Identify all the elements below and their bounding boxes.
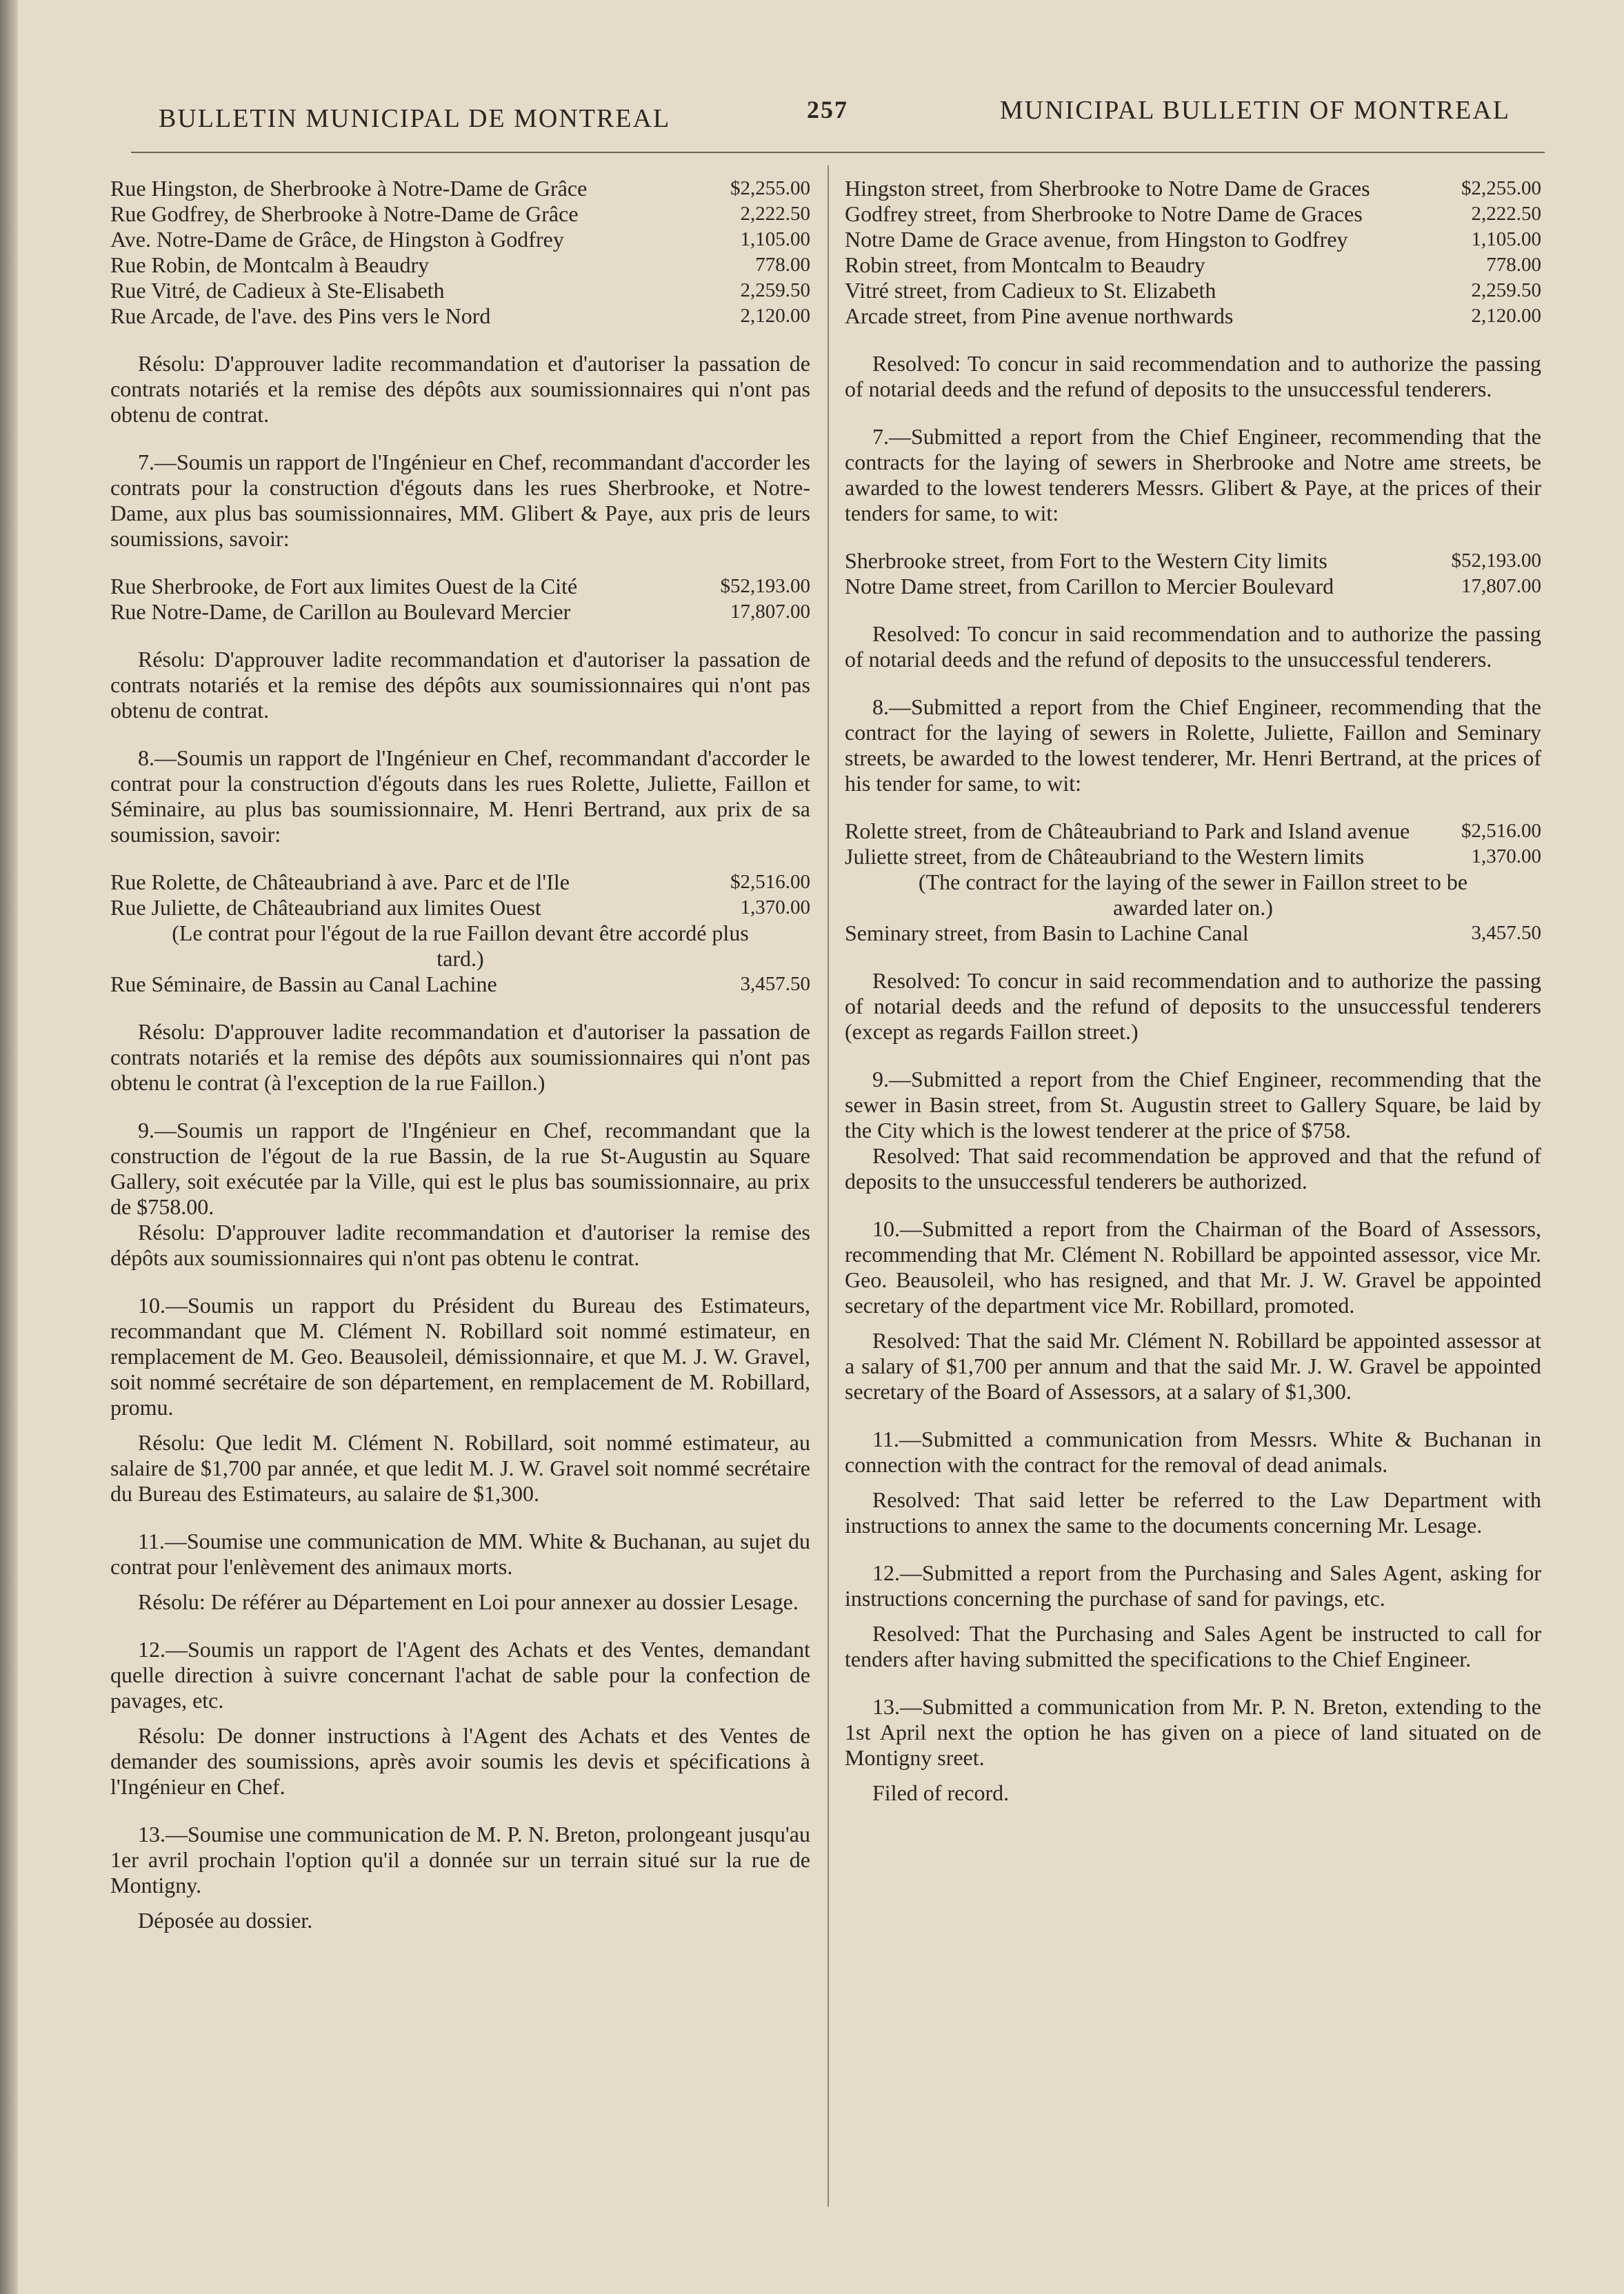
resolution-paragraph: Résolu: Que ledit M. Clément N. Robillard, soit nommé estimateur, au salaire de $1,700 par année, et que ledit M. J. W. Gravel soit nommé secrétaire du Bureau des Estimateurs, au salaire de $1,300. [110,1430,810,1506]
list-item [845,818,1541,844]
report-paragraph: 10.—Submitted a report from the Chairman of the Board of Assessors, recommending that Mr. Clément N. Robillard be appointed assessor, vice Mr. Geo. Beausoleil, who has resigned, and that Mr. J. W. Gravel be appointed secretary of the department vice Mr. Robillard, promoted. [845,1216,1541,1318]
list-item [845,548,1541,574]
report-paragraph: 13.—Submitted a communication from Mr. P. N. Breton, extending to the 1st April next the option he has given on a piece of land situated on de Montigny sreet. [845,1694,1541,1770]
list-item [110,972,810,997]
resolution-paragraph: Résolu: D'approuver ladite recommandation et d'autoriser la passation de contrats notariés et la remise des dépôts aux soumissionnaires qui n'ont pas obtenu de contrat. [110,647,810,723]
item-amount: 3,457.50 [1471,922,1541,944]
list-item [110,869,810,895]
resolution-paragraph: Resolved: To concur in said recommendation and to authorize the passing of notarial deeds and the refund of deposits to the unsuccessful tenderers (except as regards Faillon street.) [845,968,1541,1044]
list-item [845,252,1541,278]
item-text: Seminary street, from Basin to Lachine Canal [845,920,1249,945]
item-text: Rue Robin, de Montcalm à Beaudry [110,252,430,277]
resolution-paragraph: Resolved: That said letter be referred to the Law Department with instructions to annex the same to the documents concerning Mr. Lesage. [845,1487,1541,1538]
item-amount: 1,370.00 [740,896,810,918]
item-text: Juliette street, from de Châteaubriand to the Western limits [845,844,1365,869]
item-amount: 2,222.50 [1471,203,1541,225]
item-amount: 3,457.50 [740,973,810,995]
header-rule [131,152,1545,153]
header-left-title: BULLETIN MUNICIPAL DE MONTREAL [159,104,671,133]
resolution-paragraph: Resolved: That the said Mr. Clément N. Robillard be appointed assessor at a salary of $1,700 per annum and that the said Mr. J. W. Gravel be appointed secretary of the Board of Assessors, at a salary of $1,300. [845,1328,1541,1404]
item-amount: $52,193.00 [1451,550,1541,572]
item-text: Rue Sherbrooke, de Fort aux limites Ouest de la Cité [110,574,578,598]
report-paragraph: 12.—Submitted a report from the Purchasing and Sales Agent, asking for instructions concerning the purchase of sand for pavings, etc. [845,1560,1541,1611]
item-amount: 2,120.00 [740,305,810,327]
report-paragraph: 9.—Submitted a report from the Chief Engineer, recommending that the sewer in Basin street, from St. Augustin street to Gallery Square, be laid by the City which is the lowest tenderer at the price of $758. [845,1067,1541,1143]
resolution-paragraph: Resolved: That the Purchasing and Sales Agent be instructed to call for tenders after having submitted the specifications to the Chief Engineer. [845,1621,1541,1671]
resolution-paragraph: Résolu: De référer au Département en Loi pour annexer au dossier Lesage. [138,1589,799,1614]
header-right-title: MUNICIPAL BULLETIN OF MONTREAL [999,96,1510,125]
english-column [845,176,1541,1806]
item-text: Ave. Notre-Dame de Grâce, de Hingston à Godfrey [110,227,564,252]
resolution-paragraph: Résolu: D'approuver ladite recommandation et d'autoriser la remise des dépôts aux soumissionnaires qui n'ont pas obtenu le contrat. [110,1220,810,1270]
item-text: Rue Vitré, de Cadieux à Ste-Elisabeth [110,278,445,303]
resolution-paragraph: Déposée au dossier. [138,1908,313,1933]
report-paragraph: 8.—Soumis un rapport de l'Ingénieur en Chef, recommandant d'accorder le contrat pour la construction d'égouts dans les rues Rolette, Juliette, Faillon et Séminaire, au plus bas soumissionnaire, M. Henri Bertrand, aux prix de sa soumission, savoir: [110,745,810,847]
list-item [110,599,810,625]
item-text: Rue Séminaire, de Bassin au Canal Lachine [110,972,497,996]
report-paragraph: 7.—Submitted a report from the Chief Engineer, recommending that the contracts for the laying of sewers in Sherbrooke and Notre ame streets, be awarded to the lowest tenderers Messrs. Glibert & Paye, at the prices of their tenders for same, to wit: [845,424,1541,525]
item-amount: $2,516.00 [1461,820,1541,842]
item-text: Sherbrooke street, from Fort to the Western City limits [845,548,1327,573]
list-item [845,176,1541,201]
list-item [845,920,1541,946]
resolution-paragraph: Resolved: To concur in said recommendation and to authorize the passing of notarial deeds and the refund of deposits to the unsuccessful tenderers. [845,351,1541,401]
item-text: Rue Arcade, de l'ave. des Pins vers le Nord [110,303,491,328]
item-amount: 1,105.00 [740,228,810,250]
resolution-paragraph: Resolved: To concur in said recommendation and to authorize the passing of notarial deeds and the refund of deposits to the unsuccessful tenderers. [845,621,1541,672]
report-paragraph: 10.—Soumis un rapport du Président du Bureau des Estimateurs, recommandant que M. Clément N. Robillard soit nommé estimateur, en remplacement de M. Geo. Beausoleil, démissionnaire, et que M. J. W. Gravel, soit nommé secrétaire de son département, en remplacement de M. Robillard, promu. [110,1293,810,1420]
item-amount: 2,259.50 [740,279,810,301]
list-item [110,227,810,252]
item-text: Notre Dame street, from Carillon to Mercier Boulevard [845,574,1334,598]
page-header [159,88,1510,133]
resolution-paragraph: Résolu: D'approuver ladite recommandation et d'autoriser la passation de contrats notariés et la remise des dépôts aux soumissionnaires qui n'ont pas obtenu le contrat (à l'exception de la rue Faillon.) [110,1019,810,1095]
item-text: Rue Hingston, de Sherbrooke à Notre-Dame de Grâce [110,176,588,201]
report-paragraph: 13.—Soumise une communication de M. P. N. Breton, prolongeant jusqu'au 1er avril prochain l'option qu'il a donnée sur un terrain situé sur la rue de Montigny. [110,1822,810,1898]
item-amount: 2,222.50 [740,203,810,225]
item-amount: 778.00 [1486,254,1541,276]
item-amount: $2,255.00 [730,177,810,199]
item-amount: 1,370.00 [1471,845,1541,867]
french-column [110,176,810,1933]
list-item [110,252,810,278]
list-item [110,176,810,201]
resolution-paragraph: Résolu: De donner instructions à l'Agent des Achats et des Ventes de demander des soumissions, après avoir soumis les devis et spécifications à l'Ingénieur en Chef. [110,1723,810,1799]
list-item [110,574,810,599]
item-amount: 1,105.00 [1471,228,1541,250]
item-amount: 17,807.00 [730,601,810,623]
note: (Le contrat pour l'égout de la rue Faillon devant être accordé plus tard.) [172,920,749,971]
item-text: Robin street, from Montcalm to Beaudry [845,252,1205,277]
item-text: Vitré street, from Cadieux to St. Elizabeth [845,278,1216,303]
list-item [110,278,810,303]
resolution-paragraph: Resolved: That said recommendation be approved and that the refund of deposits to the unsuccessful tenderers be authorized. [845,1143,1541,1194]
item-amount: 2,120.00 [1471,305,1541,327]
list-item [845,844,1541,869]
resolution-paragraph: Filed of record. [872,1780,1010,1805]
report-paragraph: 9.—Soumis un rapport de l'Ingénieur en Chef, recommandant que la construction de l'égout de la rue Bassin, de la rue St-Augustin au Square Gallery, soit exécutée par la Ville, qui est le plus bas soumissionnaire, au prix de $758.00. [110,1118,810,1219]
list-item [110,303,810,329]
item-text: Rue Rolette, de Châteaubriand à ave. Parc et de l'Ile [110,869,570,894]
list-item [845,227,1541,252]
item-amount: $2,516.00 [730,871,810,893]
item-text: Rue Godfrey, de Sherbrooke à Notre-Dame de Grâce [110,201,579,226]
list-item [845,278,1541,303]
item-amount: 17,807.00 [1461,575,1541,597]
item-amount: 2,259.50 [1471,279,1541,301]
page-edge [0,0,18,2294]
item-amount: $52,193.00 [720,575,810,597]
item-text: Hingston street, from Sherbrooke to Notre Dame de Graces [845,176,1370,201]
report-paragraph: 8.—Submitted a report from the Chief Engineer, recommending that the contract for the laying of sewers in Rolette, Juliette, Faillon and Seminary streets, be awarded to the lowest tenderer, Mr. Henri Bertrand, at the prices of his tender for same, to wit: [845,694,1541,796]
list-item [845,201,1541,227]
list-item [845,574,1541,599]
list-item [110,201,810,227]
list-item [110,895,810,920]
report-paragraph: 11.—Submitted a communication from Messrs. White & Buchanan in connection with the contract for the removal of dead animals. [845,1427,1541,1477]
item-text: Arcade street, from Pine avenue northwards [845,303,1234,328]
report-paragraph: 11.—Soumise une communication de MM. White & Buchanan, au sujet du contrat pour l'enlèvement des animaux morts. [110,1529,810,1579]
column-divider [828,165,829,2206]
item-text: Rue Juliette, de Châteaubriand aux limites Ouest [110,895,541,920]
list-item [845,303,1541,329]
item-text: Notre Dame de Grace avenue, from Hingston to Godfrey [845,227,1348,252]
page-number: 257 [807,96,848,123]
item-amount: 778.00 [755,254,810,276]
report-paragraph: 7.—Soumis un rapport de l'Ingénieur en Chef, recommandant d'accorder les contrats pour la construction d'égouts dans les rues Sherbrooke, et Notre-Dame, aux plus bas soumissionnaires, MM. Glibert & Paye, aux pris de leurs soumissions, savoir: [110,450,810,551]
item-text: Rolette street, from de Châteaubriand to Park and Island avenue [845,818,1410,843]
item-amount: $2,255.00 [1461,177,1541,199]
report-paragraph: 12.—Soumis un rapport de l'Agent des Achats et des Ventes, demandant quelle direction à suivre concernant l'achat de sable pour la confection de pavages, etc. [110,1637,810,1713]
item-text: Rue Notre-Dame, de Carillon au Boulevard Mercier [110,599,571,624]
item-text: Godfrey street, from Sherbrooke to Notre Dame de Graces [845,201,1363,226]
resolution-paragraph: Résolu: D'approuver ladite recommandation et d'autoriser la passation de contrats notariés et la remise des dépôts aux soumissionnaires qui n'ont pas obtenu de contrat. [110,351,810,427]
note: (The contract for the laying of the sewer in Faillon street to be awarded later on.) [918,869,1468,920]
